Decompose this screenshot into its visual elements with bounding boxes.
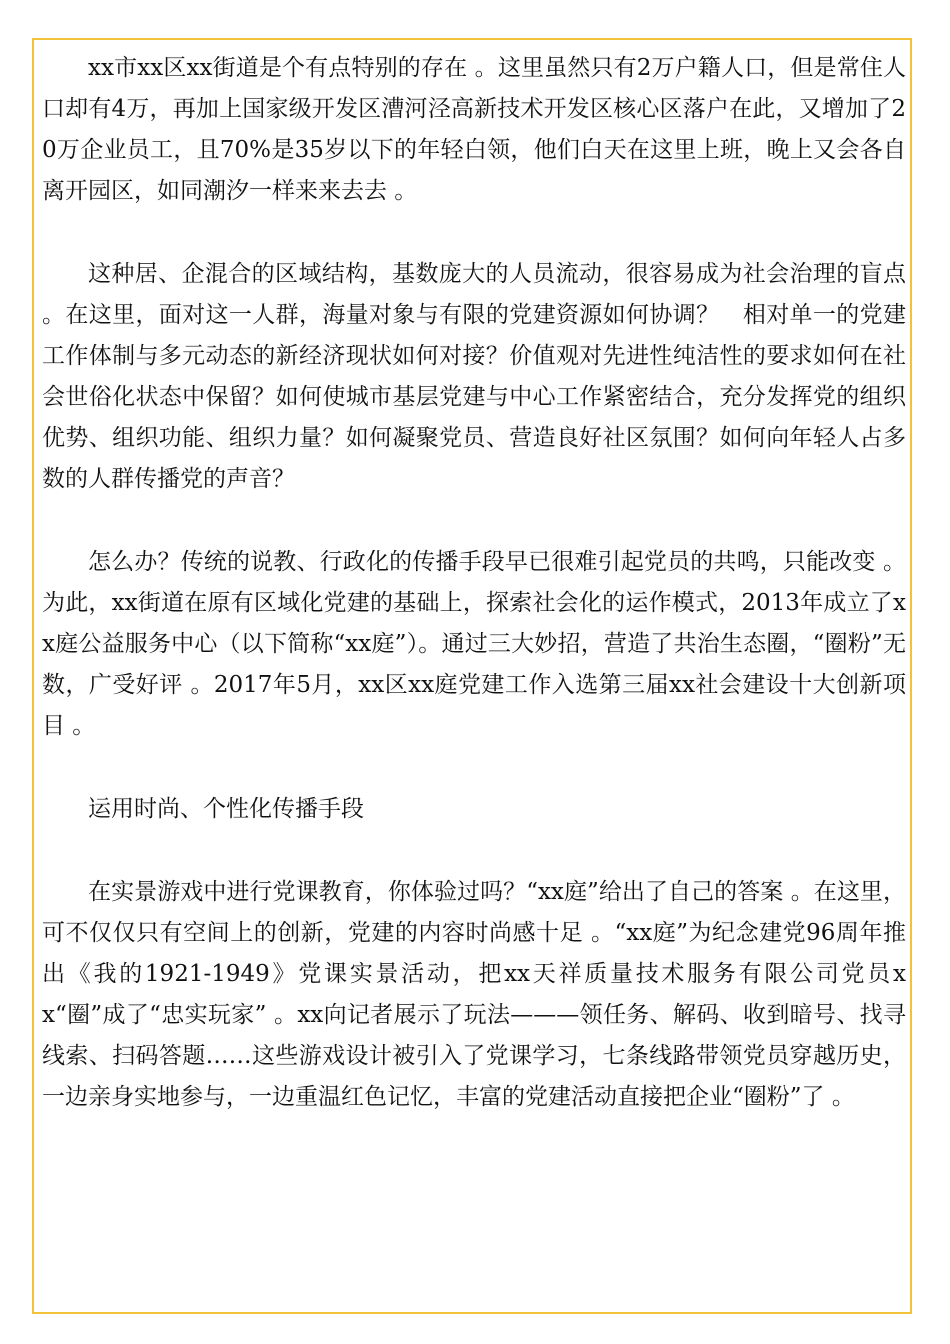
paragraph-intro: xx市xx区xx街道是个有点特别的存在 。这里虽然只有2万户籍人口，但是常住人口却有4万，再加上国家级开发区漕河泾高新技术开发区核心区落户在此，又增加了20万企业员工，且70%是35岁以下的年轻白领，他们白天在这里上班，晚上又会各自离开园区，如同潮汐一样来来去去 。 [42,55,906,204]
paragraph-questions: 这种居、企混合的区域结构，基数庞大的人员流动，很容易成为社会治理的盲点 。在这里，面对这一人群，海量对象与有限的党建资源如何协调？ 相对单一的党建工作体制与多元动态的新经济现状如何对接？价值观对先进性纯洁性的要求如何在社会世俗化状态中保留？如何使城市基层党建与中心工作紧密结合，充分发挥党的组织优势、组织功能、组织力量？如何凝聚党员、营造良好社区氛围？如何向年轻人占多数的人群传播党的声音？ [42,261,906,492]
document-body [42,48,906,1160]
section-heading: 运用时尚、个性化传播手段 [88,796,364,822]
paragraph-game-education: 在实景游戏中进行党课教育，你体验过吗？“xx庭”给出了自己的答案 。在这里，可不仅仅只有空间上的创新，党建的内容时尚感十足 。“xx庭”为纪念建党96周年推出《我的1921-1949》党课实景活动，把xx天祥质量技术服务有限公司党员xx“圈”成了“忠实玩家” 。xx向记者展示了玩法———领任务、解码、收到暗号、找寻线索、扫码答题……这些游戏设计被引入了党课学习，七条线路带领党员穿越历史，一边亲身实地参与，一边重温红色记忆，丰富的党建活动直接把企业“圈粉”了 。 [42,879,906,1110]
paragraph-solution: 怎么办？传统的说教、行政化的传播手段早已很难引起党员的共鸣，只能改变 。为此，xx街道在原有区域化党建的基础上，探索社会化的运作模式，2013年成立了xx庭公益服务中心（以下简称“xx庭”）。通过三大妙招，营造了共治生态圈，“圈粉”无数，广受好评 。2017年5月，xx区xx庭党建工作入选第三届xx社会建设十大创新项目 。 [42,549,906,739]
